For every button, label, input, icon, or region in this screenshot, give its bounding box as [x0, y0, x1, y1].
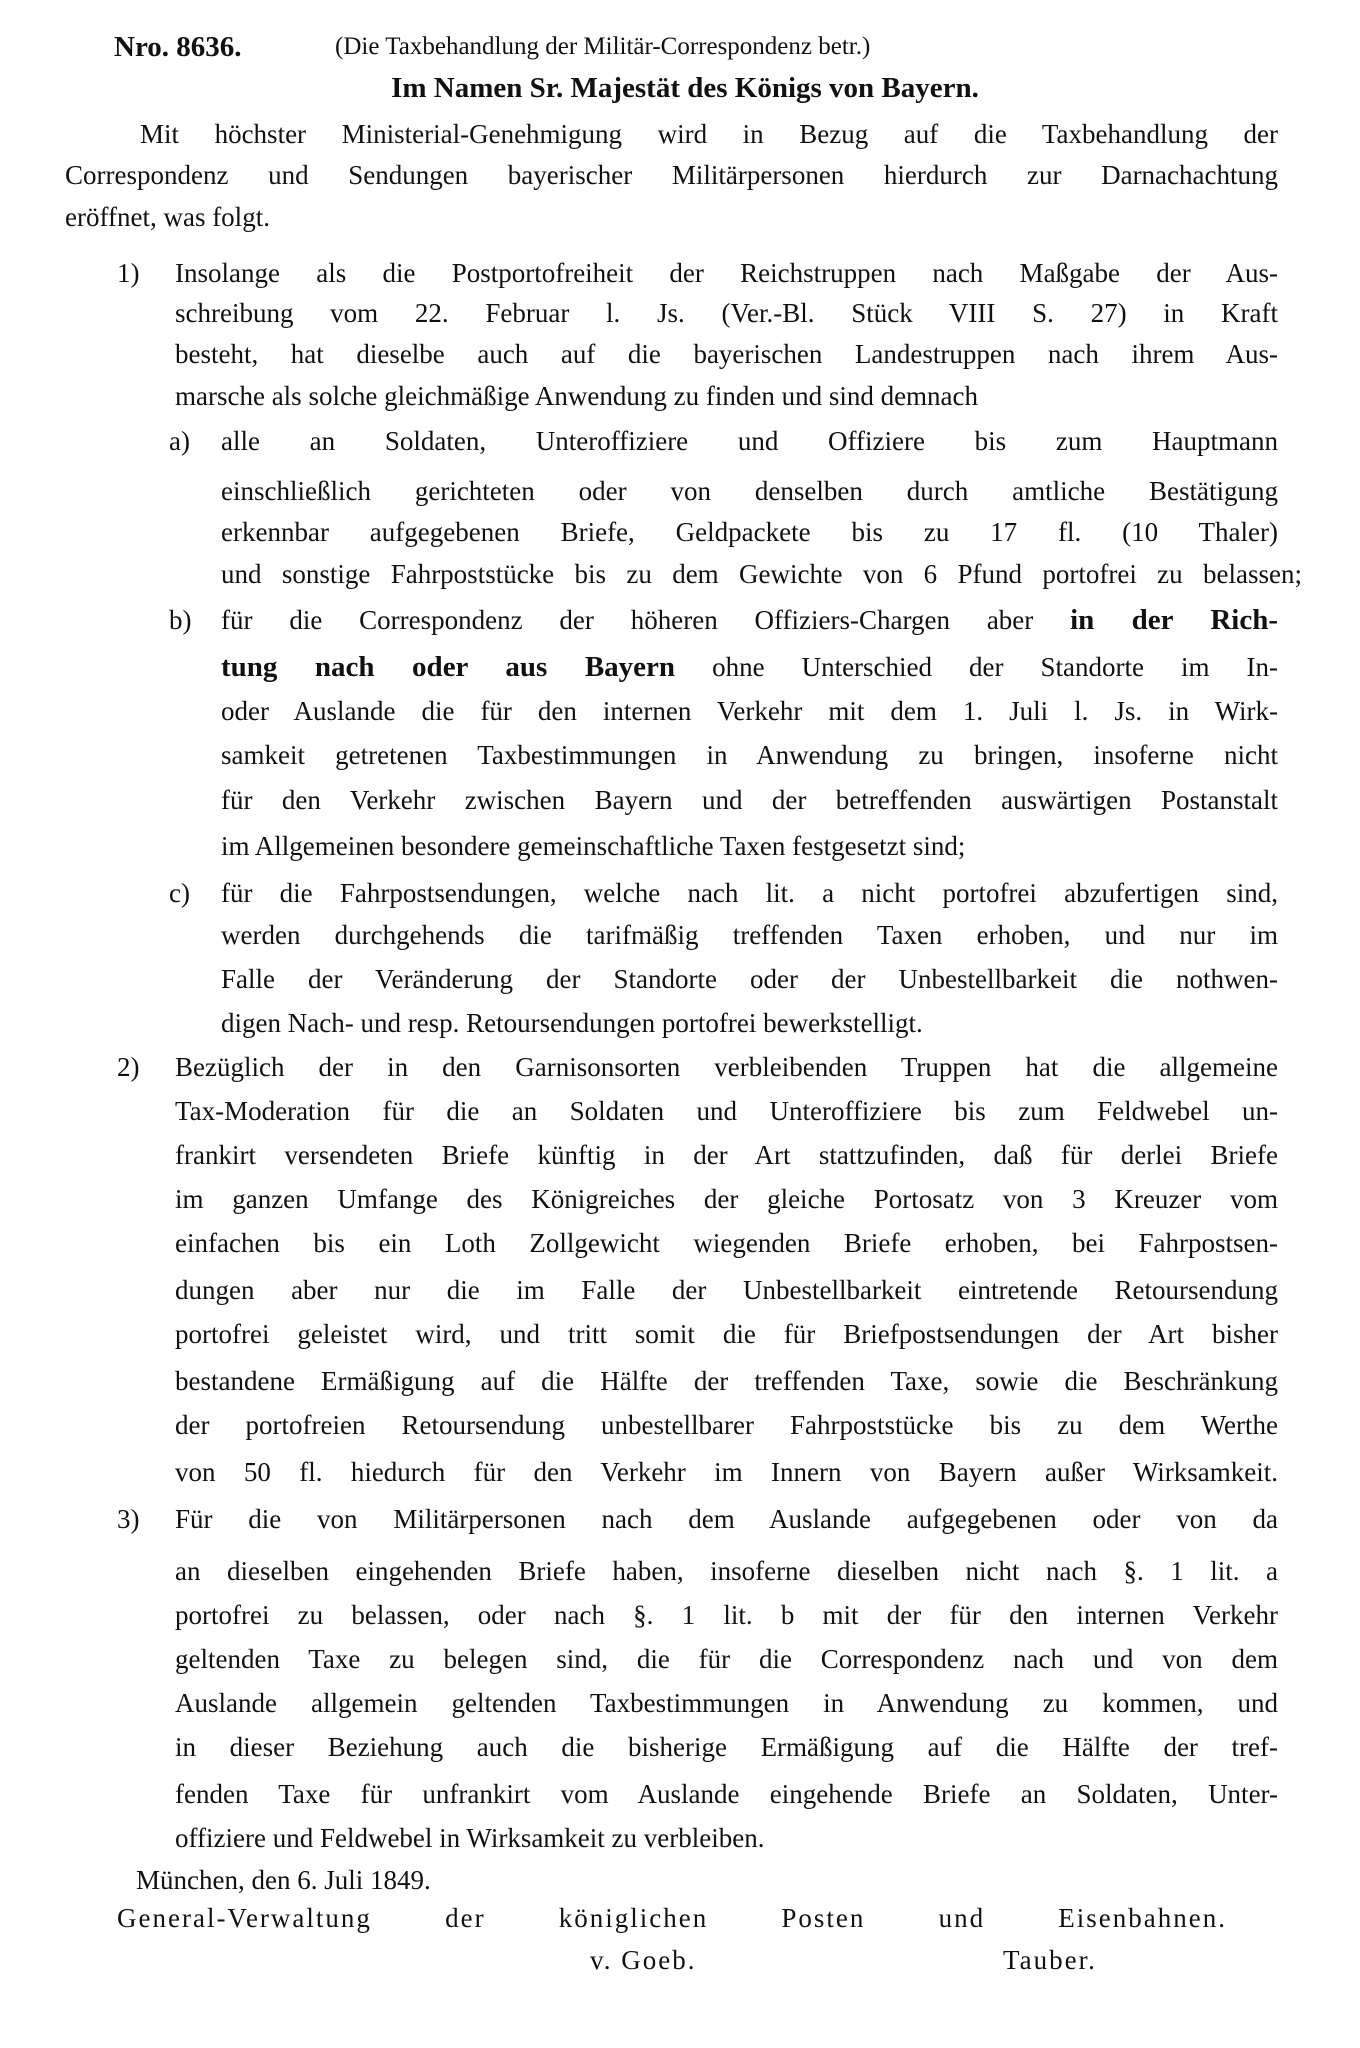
subsection-line: Falle der Veränderung der Standorte oder der Unbestellbarkeit die nothwen-: [221, 964, 1278, 994]
section-line: von 50 fl. hiedurch für den Verkehr im Innern von Bayern außer Wirksamkeit.: [175, 1457, 1278, 1487]
section-number: 1): [117, 258, 140, 288]
section-line: besteht, hat dieselbe auch auf die bayerischen Landestruppen nach ihrem Aus-: [175, 339, 1278, 369]
intro-line: Mit höchster Ministerial-Genehmigung wird in Bezug auf die Taxbehandlung der: [140, 119, 1278, 149]
section-line: dungen aber nur die im Falle der Unbestellbarkeit eintretende Retoursendung: [175, 1275, 1278, 1305]
intro-line: Correspondenz und Sendungen bayerischer Militärpersonen hierdurch zur Darnachachtung: [65, 160, 1278, 190]
subsection-line: digen Nach- und resp. Retoursendungen portofrei bewerkstelligt.: [221, 1008, 923, 1038]
subsection-line: werden durchgehends die tarifmäßig treffenden Taxen erhoben, und nur im: [221, 920, 1278, 950]
signature-tauber: Tauber.: [1003, 1945, 1097, 1975]
decree-subject: (Die Taxbehandlung der Militär-Correspondenz betr.): [335, 33, 871, 60]
decree-title: Im Namen Sr. Majestät des Königs von Bayern.: [391, 72, 979, 104]
place-date: München, den 6. Juli 1849.: [136, 1865, 431, 1895]
subsection-line: einschließlich gerichteten oder von denselben durch amtliche Bestätigung: [221, 476, 1278, 506]
subsection-line: erkennbar aufgegebenen Briefe, Geldpackete bis zu 17 fl. (10 Thaler): [221, 517, 1278, 547]
subsection-line: für den Verkehr zwischen Bayern und der betreffenden auswärtigen Postanstalt: [221, 785, 1278, 815]
section-line: schreibung vom 22. Februar l. Js. (Ver.-Bl. Stück VIII S. 27) in Kraft: [175, 298, 1278, 328]
section-line: offiziere und Feldwebel in Wirksamkeit zu verbleiben.: [175, 1823, 765, 1853]
bold-text: tung nach oder aus Bayern: [221, 651, 676, 683]
signature-goeb: v. Goeb.: [590, 1945, 697, 1975]
section-line: marsche als solche gleichmäßige Anwendung zu finden und sind demnach: [175, 381, 979, 411]
section-line: portofrei geleistet wird, und tritt somit die für Briefpostsendungen der Art bisher: [175, 1319, 1278, 1349]
section-line: der portofreien Retoursendung unbestellbarer Fahrpoststücke bis zu dem Werthe: [175, 1410, 1278, 1440]
section-line: frankirt versendeten Briefe künftig in der Art stattzufinden, daß für derlei Briefe: [175, 1140, 1278, 1170]
subsection-letter: a): [169, 426, 190, 456]
decree-number: Nro. 8636.: [114, 31, 242, 63]
bold-text: in der Rich-: [1070, 604, 1278, 636]
text-segment: für die Correspondenz der höheren Offiziers-Chargen aber: [221, 605, 1071, 635]
subsection-line: und sonstige Fahrpoststücke bis zu dem Gewichte von 6 Pfund portofrei zu belassen;: [221, 559, 1302, 589]
section-line: Für die von Militärpersonen nach dem Auslande aufgegebenen oder von da: [175, 1504, 1278, 1534]
section-line: fenden Taxe für unfrankirt vom Auslande eingehende Briefe an Soldaten, Unter-: [175, 1779, 1278, 1809]
subsection-line: im Allgemeinen besondere gemeinschaftliche Taxen festgesetzt sind;: [221, 831, 966, 861]
section-number: 2): [117, 1052, 140, 1082]
section-line: Insolange als die Postportofreiheit der Reichstruppen nach Maßgabe der Aus-: [175, 258, 1278, 288]
section-line: Auslande allgemein geltenden Taxbestimmungen in Anwendung zu kommen, und: [175, 1688, 1278, 1718]
section-line: Tax-Moderation für die an Soldaten und Unteroffiziere bis zum Feldwebel un-: [175, 1096, 1278, 1126]
subsection-line: samkeit getretenen Taxbestimmungen in Anwendung zu bringen, insoferne nicht: [221, 740, 1278, 770]
section-line: im ganzen Umfange des Königreiches der gleiche Portosatz von 3 Kreuzer vom: [175, 1184, 1278, 1214]
subsection-line: [221, 598, 1278, 642]
section-line: einfachen bis ein Loth Zollgewicht wiegenden Briefe erhoben, bei Fahrpostsen-: [175, 1228, 1278, 1258]
text-segment: ohne Unterschied der Standorte im In-: [675, 652, 1278, 682]
section-line: an dieselben eingehenden Briefe haben, insoferne dieselben nicht nach §. 1 lit. a: [175, 1556, 1278, 1586]
subsection-line: für die Fahrpostsendungen, welche nach lit. a nicht portofrei abzufertigen sind,: [221, 878, 1278, 908]
subsection-letter: c): [169, 878, 190, 908]
section-line: Bezüglich der in den Garnisonsorten verbleibenden Truppen hat die allgemeine: [175, 1052, 1278, 1082]
section-line: portofrei zu belassen, oder nach §. 1 lit. b mit der für den internen Verkehr: [175, 1600, 1278, 1630]
section-line: in dieser Beziehung auch die bisherige Ermäßigung auf die Hälfte der tref-: [175, 1732, 1278, 1762]
subsection-letter: b): [169, 605, 192, 635]
section-line: geltenden Taxe zu belegen sind, die für die Correspondenz nach und von dem: [175, 1644, 1278, 1674]
subsection-line: alle an Soldaten, Unteroffiziere und Offiziere bis zum Hauptmann: [221, 426, 1278, 456]
section-line: bestandene Ermäßigung auf die Hälfte der treffenden Taxe, sowie die Beschränkung: [175, 1366, 1278, 1396]
subsection-line: oder Auslande die für den internen Verkehr mit dem 1. Juli l. Js. in Wirk-: [221, 696, 1278, 726]
section-number: 3): [117, 1504, 140, 1534]
issuing-authority: General-Verwaltung der königlichen Posten und Eisenbahnen.: [117, 1903, 1227, 1933]
intro-line: eröffnet, was folgt.: [65, 202, 270, 232]
subsection-line: [221, 645, 1278, 689]
